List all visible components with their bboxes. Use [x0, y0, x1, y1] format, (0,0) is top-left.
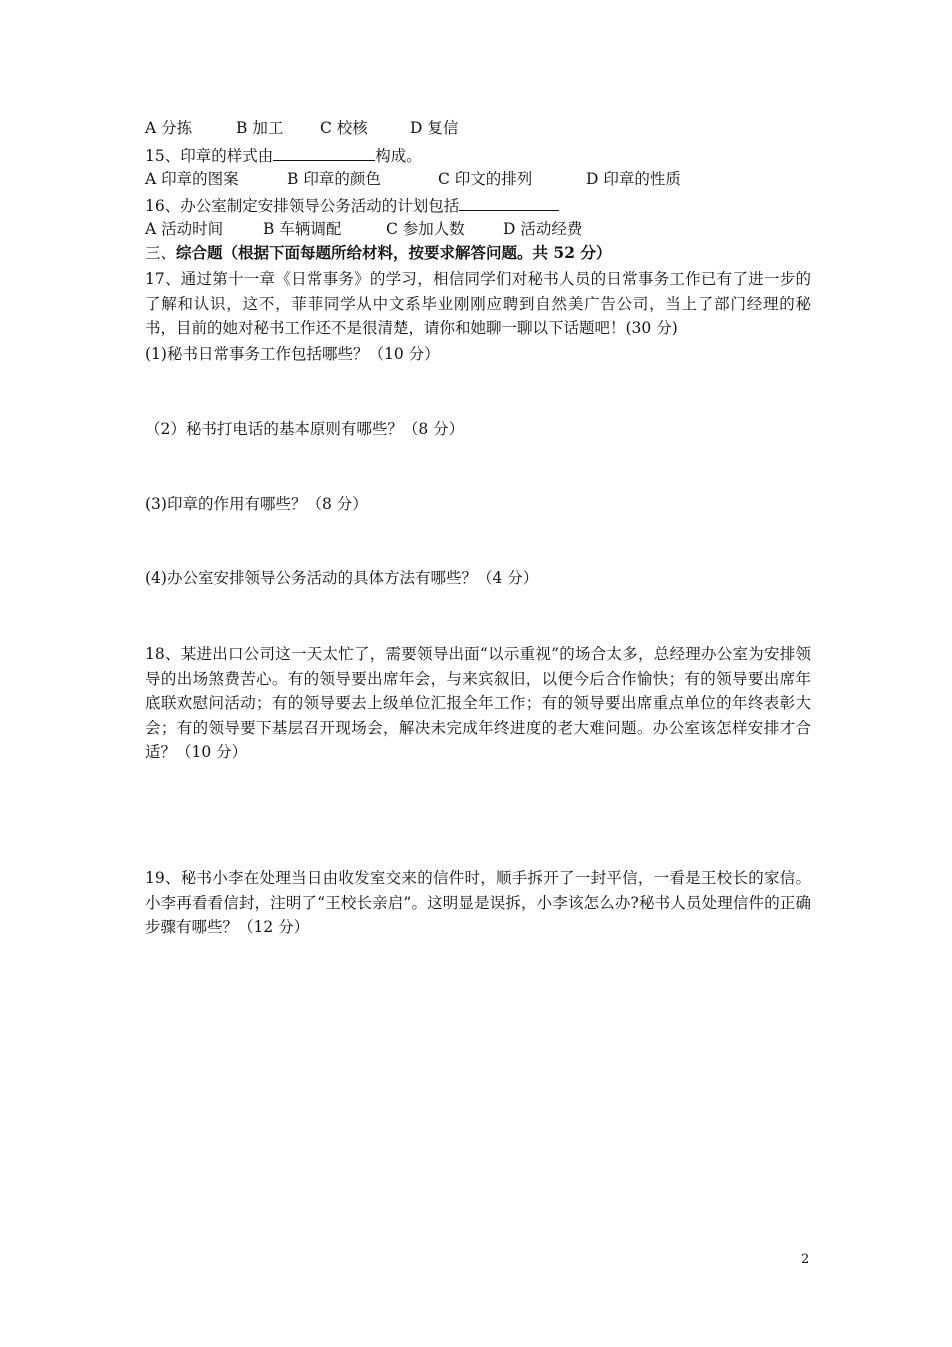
section-number: 三、: [145, 244, 177, 262]
q15-prefix: 15、印章的样式由: [145, 147, 274, 165]
q14-option-b: B 加工: [236, 119, 284, 137]
q15-answer-blank: [273, 144, 375, 161]
q16-option-c: C 参加人数: [386, 220, 465, 238]
q14-option-d: D 复信: [410, 119, 459, 137]
q15-options: [145, 169, 681, 189]
q16-option-a: A 活动时间: [145, 220, 224, 238]
q16-answer-blank: [459, 194, 559, 211]
q17-sub1: (1)秘书日常事务工作包括哪些？（10 分）: [145, 345, 440, 363]
q16-prefix: 16、办公室制定安排领导公务活动的计划包括: [145, 197, 460, 215]
q17-sub2: （2）秘书打电话的基本原则有哪些？（8 分）: [145, 420, 465, 438]
q15-option-c: C 印文的排列: [438, 170, 533, 188]
q14-option-c: C 校核: [320, 119, 368, 137]
q15-suffix: 构成。: [375, 147, 422, 165]
section-title: 综合题（根据下面每题所给材料，按要求解答问题。共 52 分）: [176, 243, 612, 262]
q16-options: [145, 219, 582, 239]
q17-sub4: (4)办公室安排领导公务活动的具体方法有哪些？（4 分）: [145, 569, 539, 587]
q16-stem: [145, 194, 559, 216]
q15-option-d: D 印章的性质: [586, 170, 681, 188]
q19-stem: 19、秘书小李在处理当日由收发室交来的信件时，顺手拆开了一封平信，一看是王校长的家信。小李再看看信封，注明了“王校长亲启”。这明显是误拆，小李该怎么办?秘书人员处理信件的正确步骤有哪些？（12 分）: [145, 869, 811, 937]
q15-option-a: A 印章的图案: [145, 170, 239, 188]
q14-option-a: A 分拣: [145, 119, 193, 137]
q18-stem: 18、某进出口公司这一天太忙了，需要领导出面“以示重视”的场合太多，总经理办公室为安排领导的出场煞费苦心。有的领导要出席年会，与来宾叙旧，以便今后合作愉快；有的领导要出席年底联欢慰问活动；有的领导要去上级单位汇报全年工作；有的领导要出席重点单位的年终表彰大会；有的领导要下基层召开现场会，解决未完成年终进度的老大难问题。办公室该怎样安排才合适？（10 分）: [145, 645, 811, 762]
page-number: 2: [801, 1252, 810, 1267]
q15-stem: [145, 144, 422, 166]
q17-sub3: (3)印章的作用有哪些？（8 分）: [145, 495, 368, 513]
q16-option-b: B 车辆调配: [263, 220, 342, 238]
q17-stem: 17、通过第十一章《日常事务》的学习，相信同学们对秘书人员的日常事务工作已有了进一步的了解和认识，这不，菲菲同学从中文系毕业刚刚应聘到自然美广告公司，当上了部门经理的秘书，目前的她对秘书工作还不是很清楚，请你和她聊一聊以下话题吧！(30 分): [145, 270, 811, 338]
section-heading: [145, 243, 611, 263]
q14-options: [145, 118, 458, 138]
q16-option-d: D 活动经费: [503, 220, 583, 238]
q15-option-b: B 印章的颜色: [287, 170, 381, 188]
